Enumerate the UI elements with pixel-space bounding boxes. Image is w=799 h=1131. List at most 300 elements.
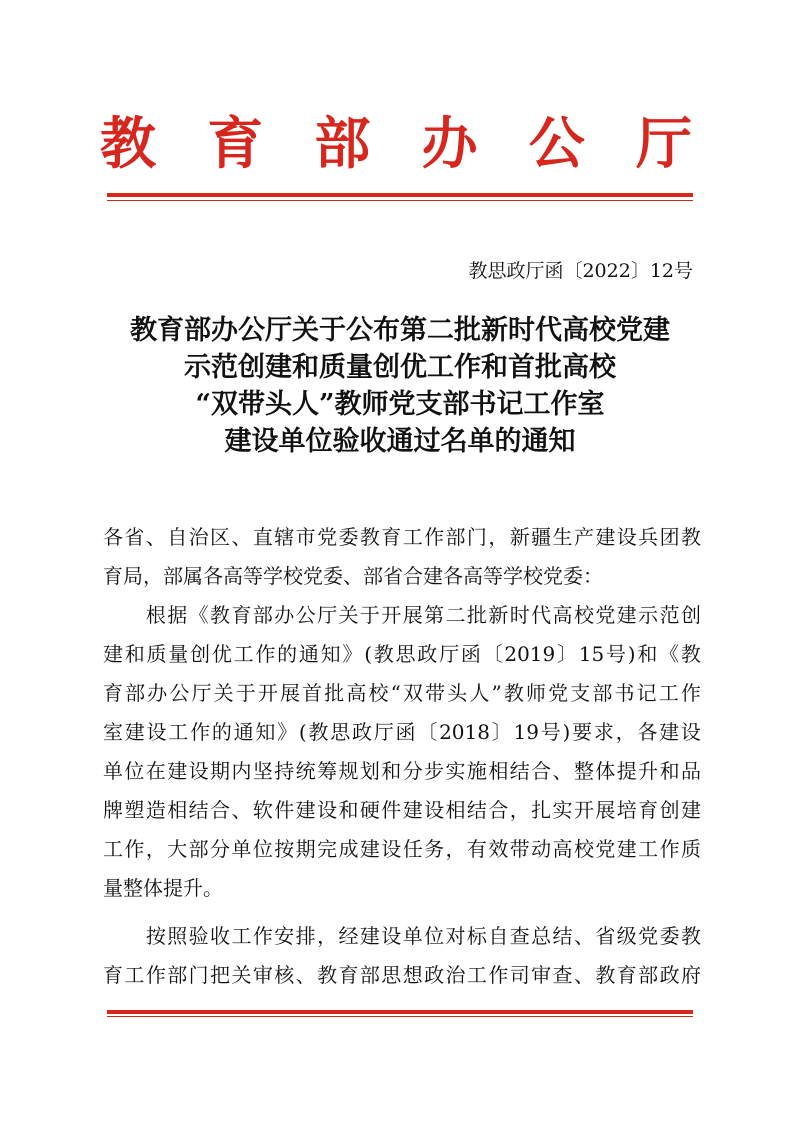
glyph: 作 xyxy=(145,963,166,987)
masthead-char: 办 xyxy=(421,111,478,177)
title-line: 教育部办公厅关于公布第二批新时代高校党建 xyxy=(130,315,670,346)
glyph: 结 xyxy=(188,798,209,822)
glyph: 和 xyxy=(637,642,658,666)
glyph: 创 xyxy=(190,642,211,666)
glyph: 件 xyxy=(381,798,402,822)
glyph: 各 xyxy=(637,720,658,744)
glyph: 室 xyxy=(103,720,123,744)
glyph: 规 xyxy=(338,759,359,783)
glyph: 、 xyxy=(552,759,573,783)
glyph: 造 xyxy=(145,798,166,822)
glyph: 辖 xyxy=(274,525,295,549)
glyph: 19 xyxy=(513,720,539,744)
document-body xyxy=(103,518,701,995)
glyph: 部 xyxy=(125,681,146,705)
glyph: 厅 xyxy=(191,681,212,705)
glyph: 工 xyxy=(233,642,254,666)
glyph: 时 xyxy=(509,603,530,627)
glyph: 新 xyxy=(488,603,509,627)
glyph: 工 xyxy=(402,525,423,549)
glyph: 排 xyxy=(295,924,316,948)
glyph: 代 xyxy=(531,603,552,627)
glyph: ， xyxy=(509,798,530,822)
glyph: 部 xyxy=(445,525,466,549)
document-title xyxy=(60,312,740,460)
glyph: 部 xyxy=(167,963,188,987)
glyph: 设 xyxy=(146,720,167,744)
glyph: 各 xyxy=(103,525,123,549)
glyph: 审 xyxy=(252,963,273,987)
glyph: 开 xyxy=(381,603,402,627)
glyph: 区 xyxy=(210,525,231,549)
glyph: 统 xyxy=(295,759,316,783)
glyph: 委 xyxy=(338,525,359,549)
glyph: 党 xyxy=(548,681,569,705)
glyph: 把 xyxy=(210,963,231,987)
glyph: 党 xyxy=(595,603,616,627)
glyph: 头 xyxy=(447,681,468,705)
glyph xyxy=(124,917,144,956)
glyph: 标 xyxy=(466,924,487,948)
glyph: 〔 xyxy=(482,642,503,666)
glyph: 高 xyxy=(552,837,573,861)
glyph: 对 xyxy=(445,924,466,948)
glyph: 升 xyxy=(638,759,659,783)
glyph: 首 xyxy=(302,681,323,705)
glyph: ， xyxy=(488,525,509,549)
glyph: 持 xyxy=(274,759,295,783)
glyph: 知 xyxy=(320,642,341,666)
glyph: 开 xyxy=(257,681,278,705)
glyph: 建 xyxy=(167,759,188,783)
glyph: 内 xyxy=(231,759,252,783)
glyph: 照 xyxy=(167,924,188,948)
glyph: 、 xyxy=(231,798,252,822)
glyph: 团 xyxy=(659,525,680,549)
glyph: 查 xyxy=(509,924,530,948)
glyph: 通 xyxy=(298,642,319,666)
glyph: ， xyxy=(615,720,636,744)
glyph: 〕 xyxy=(557,642,578,666)
glyph: 《 xyxy=(188,603,209,627)
glyph: 设 xyxy=(188,759,209,783)
body-line xyxy=(103,830,701,869)
glyph: ( xyxy=(298,720,307,744)
glyph: 教 xyxy=(210,603,231,627)
glyph: 政 xyxy=(424,963,445,987)
glyph: 公 xyxy=(295,603,316,627)
glyph: 牌 xyxy=(103,798,123,822)
glyph: 》 xyxy=(342,642,363,666)
glyph: 设 xyxy=(317,798,338,822)
glyph: 设 xyxy=(424,798,445,822)
glyph: 总 xyxy=(531,924,552,948)
glyph: 想 xyxy=(402,963,423,987)
glyph: ” xyxy=(491,681,502,705)
title-line: 建设单位验收通过名单的通知 xyxy=(224,426,576,457)
glyph: ) xyxy=(627,642,636,666)
glyph: 展 xyxy=(280,681,300,705)
glyph xyxy=(103,596,123,635)
glyph: 办 xyxy=(274,603,295,627)
glyph: 高 xyxy=(552,603,573,627)
glyph: 建 xyxy=(103,642,123,666)
glyph: 分 xyxy=(402,759,423,783)
glyph: 部 xyxy=(592,681,613,705)
masthead-char: 部 xyxy=(314,111,371,177)
masthead-char: 育 xyxy=(207,111,264,177)
glyph: 任 xyxy=(402,837,423,861)
glyph: 收 xyxy=(210,924,231,948)
glyph: 工 xyxy=(658,681,679,705)
glyph: 自 xyxy=(167,525,188,549)
glyph xyxy=(124,596,144,635)
glyph: 师 xyxy=(525,681,546,705)
glyph: 筹 xyxy=(317,759,338,783)
glyph: 育 xyxy=(103,963,123,987)
glyph: 质 xyxy=(680,837,701,861)
glyph: 治 xyxy=(188,525,209,549)
body-line xyxy=(103,635,701,674)
glyph: 党 xyxy=(638,924,659,948)
glyph: 据 xyxy=(167,603,188,627)
glyph: 作 xyxy=(424,525,445,549)
glyph: 核 xyxy=(274,963,295,987)
glyph: 疆 xyxy=(531,525,552,549)
masthead-char: 教 xyxy=(100,111,156,177)
glyph: 设 xyxy=(381,837,402,861)
glyph: 教 xyxy=(373,642,394,666)
red-divider-top-thin xyxy=(107,200,693,201)
glyph: 关 xyxy=(231,963,252,987)
body-line: 量整体提升。 xyxy=(103,876,223,900)
glyph: 提 xyxy=(616,759,637,783)
glyph: 结 xyxy=(552,924,573,948)
glyph: 开 xyxy=(573,798,594,822)
glyph: 2019 xyxy=(504,642,556,666)
glyph: 培 xyxy=(616,798,637,822)
body-line xyxy=(103,713,701,752)
glyph: 通 xyxy=(233,720,254,744)
glyph: 教 xyxy=(680,642,701,666)
glyph: 期 xyxy=(295,837,316,861)
glyph: 批 xyxy=(466,603,487,627)
glyph: 建 xyxy=(680,798,701,822)
glyph: 教 xyxy=(680,924,701,948)
glyph: 人 xyxy=(469,681,490,705)
glyph: 办 xyxy=(147,681,168,705)
glyph: 合 xyxy=(531,759,552,783)
glyph: 批 xyxy=(324,681,345,705)
glyph: 双 xyxy=(402,681,423,705)
glyph: 单 xyxy=(103,759,123,783)
glyph: 优 xyxy=(211,642,232,666)
glyph: 生 xyxy=(552,525,573,549)
glyph: 设 xyxy=(616,525,637,549)
glyph: 效 xyxy=(488,837,509,861)
glyph: 品 xyxy=(680,759,701,783)
glyph: 经 xyxy=(338,924,359,948)
glyph: 公 xyxy=(169,681,190,705)
glyph: 分 xyxy=(210,837,231,861)
glyph: 展 xyxy=(595,798,616,822)
glyph: 部 xyxy=(638,963,659,987)
glyph: 门 xyxy=(188,963,209,987)
glyph: 建 xyxy=(359,924,380,948)
glyph: 相 xyxy=(445,798,466,822)
glyph: 教 xyxy=(359,525,380,549)
body-line xyxy=(103,518,701,557)
glyph: 部 xyxy=(188,837,209,861)
glyph: ( xyxy=(364,642,372,666)
glyph: 思 xyxy=(395,642,416,666)
glyph: 思 xyxy=(381,963,402,987)
glyph: 15 xyxy=(578,642,605,666)
glyph: 、 xyxy=(231,525,252,549)
glyph: 委 xyxy=(659,924,680,948)
document-number: 教思政厅函〔2022〕12号 xyxy=(468,260,693,282)
glyph: 求 xyxy=(593,720,614,744)
glyph: 校 xyxy=(368,681,389,705)
glyph: 要 xyxy=(572,720,593,744)
glyph: 结 xyxy=(509,759,530,783)
glyph: 设 xyxy=(381,924,402,948)
glyph: 工 xyxy=(103,837,123,861)
glyph: 、 xyxy=(573,924,594,948)
glyph: 创 xyxy=(659,798,680,822)
glyph: 自 xyxy=(488,924,509,948)
glyph: 、 xyxy=(295,963,316,987)
glyph: 厅 xyxy=(439,642,460,666)
glyph: 的 xyxy=(211,720,232,744)
glyph: 兵 xyxy=(638,525,659,549)
glyph: 》 xyxy=(277,720,298,744)
red-divider-bottom-thick xyxy=(107,1010,693,1014)
glyph: 设 xyxy=(680,720,701,744)
glyph: 育 xyxy=(103,681,123,705)
glyph: 扎 xyxy=(531,798,552,822)
glyph: 坚 xyxy=(252,759,273,783)
glyph: 2018 xyxy=(439,720,490,744)
glyph: 记 xyxy=(636,681,657,705)
glyph: 动 xyxy=(531,837,552,861)
glyph: 建 xyxy=(616,603,637,627)
glyph: 位 xyxy=(124,759,145,783)
title-line: 示范创建和质量创优工作和首批高校 xyxy=(184,352,616,383)
glyph: 作 xyxy=(488,963,509,987)
glyph: 软 xyxy=(252,798,273,822)
glyph: 直 xyxy=(252,525,273,549)
glyph: 实 xyxy=(552,798,573,822)
glyph: 务 xyxy=(424,837,445,861)
glyph: 相 xyxy=(167,798,188,822)
glyph: 于 xyxy=(359,603,380,627)
body-line: 育局，部属各高等学校党委、部省合建各高等学校党委： xyxy=(103,564,603,588)
glyph: 〕 xyxy=(491,720,512,744)
glyph: 教 xyxy=(595,963,616,987)
glyph: 相 xyxy=(488,759,509,783)
glyph: 单 xyxy=(231,837,252,861)
body-line xyxy=(103,791,701,830)
glyph: 位 xyxy=(252,837,273,861)
glyph: 关 xyxy=(213,681,234,705)
glyph: 查 xyxy=(552,963,573,987)
glyph: 部 xyxy=(359,963,380,987)
glyph: 质 xyxy=(146,642,167,666)
glyph: ， xyxy=(317,924,338,948)
glyph: 司 xyxy=(509,963,530,987)
glyph: 和 xyxy=(338,798,359,822)
body-line xyxy=(103,956,701,995)
glyph: 关 xyxy=(338,603,359,627)
glyph: 工 xyxy=(466,963,487,987)
glyph: 建 xyxy=(295,798,316,822)
glyph: 二 xyxy=(445,603,466,627)
glyph: “ xyxy=(390,681,401,705)
glyph: 完 xyxy=(317,837,338,861)
glyph: 《 xyxy=(659,642,680,666)
glyph: 的 xyxy=(277,642,298,666)
glyph: 厅 xyxy=(317,603,338,627)
glyph: 根 xyxy=(145,603,166,627)
glyph: 结 xyxy=(466,798,487,822)
glyph: 范 xyxy=(659,603,680,627)
glyph: 工 xyxy=(231,924,252,948)
glyph: 合 xyxy=(488,798,509,822)
glyph: 按 xyxy=(274,837,295,861)
glyph: 作 xyxy=(124,837,145,861)
glyph: 整 xyxy=(573,759,594,783)
glyph: 教 xyxy=(308,720,329,744)
glyph: 函 xyxy=(395,720,416,744)
paragraph-gap xyxy=(103,908,701,917)
glyph: 育 xyxy=(638,798,659,822)
glyph: 支 xyxy=(570,681,591,705)
masthead-char: 厅 xyxy=(635,111,692,177)
glyph: 期 xyxy=(210,759,231,783)
glyph: 校 xyxy=(573,603,594,627)
glyph: 工 xyxy=(124,963,145,987)
glyph: 治 xyxy=(445,963,466,987)
body-line xyxy=(103,674,701,713)
glyph: 展 xyxy=(402,603,423,627)
body-line xyxy=(103,596,701,635)
glyph: 育 xyxy=(231,603,252,627)
glyph: 硬 xyxy=(359,798,380,822)
glyph: 〔 xyxy=(417,720,438,744)
glyph: ， xyxy=(445,837,466,861)
glyph: 位 xyxy=(424,924,445,948)
glyph: 创 xyxy=(680,603,701,627)
glyph: 育 xyxy=(616,963,637,987)
glyph: ， xyxy=(145,837,166,861)
glyph: 党 xyxy=(317,525,338,549)
glyph: 塑 xyxy=(124,798,145,822)
red-divider-top-thick xyxy=(107,193,693,197)
glyph: 在 xyxy=(145,759,166,783)
glyph: 建 xyxy=(359,837,380,861)
glyph: 省 xyxy=(124,525,145,549)
glyph: 教 xyxy=(503,681,524,705)
glyph: 工 xyxy=(168,720,189,744)
glyph: 政 xyxy=(659,963,680,987)
masthead-char: 公 xyxy=(528,111,585,177)
glyph: 建 xyxy=(659,720,680,744)
glyph: 育 xyxy=(338,963,359,987)
glyph: 施 xyxy=(466,759,487,783)
body-line xyxy=(103,917,701,956)
glyph: 量 xyxy=(168,642,189,666)
glyph: 育 xyxy=(381,525,402,549)
glyph: 成 xyxy=(338,837,359,861)
glyph: 函 xyxy=(460,642,481,666)
glyph: 和 xyxy=(659,759,680,783)
glyph: 按 xyxy=(145,924,166,948)
glyph: 步 xyxy=(424,759,445,783)
title-line: “双带头人”教师党支部书记工作室 xyxy=(195,389,605,420)
glyph: 第 xyxy=(424,603,445,627)
glyph: 带 xyxy=(509,837,530,861)
glyph: 于 xyxy=(235,681,256,705)
glyph: 作 xyxy=(680,681,701,705)
glyph: 作 xyxy=(252,924,273,948)
body-line xyxy=(103,752,701,791)
glyph: 单 xyxy=(402,924,423,948)
glyph: 建 xyxy=(616,837,637,861)
glyph: 作 xyxy=(659,837,680,861)
glyph: 有 xyxy=(466,837,487,861)
glyph: 实 xyxy=(445,759,466,783)
glyph: 带 xyxy=(425,681,446,705)
glyph: 体 xyxy=(595,759,616,783)
glyph: 合 xyxy=(210,798,231,822)
glyph: 厅 xyxy=(373,720,394,744)
glyph: 划 xyxy=(359,759,380,783)
glyph xyxy=(103,917,123,956)
glyph: 示 xyxy=(638,603,659,627)
glyph: 书 xyxy=(614,681,635,705)
glyph: 产 xyxy=(573,525,594,549)
glyph: 号 xyxy=(540,720,561,744)
red-divider-bottom-thin xyxy=(107,1016,693,1017)
glyph: ) xyxy=(562,720,571,744)
glyph: 验 xyxy=(188,924,209,948)
glyph: 教 xyxy=(680,525,701,549)
glyph: 和 xyxy=(381,759,402,783)
glyph: 和 xyxy=(124,642,145,666)
glyph: 教 xyxy=(317,963,338,987)
glyph: 府 xyxy=(680,963,701,987)
glyph: 、 xyxy=(145,525,166,549)
glyph: 工 xyxy=(638,837,659,861)
glyph: 大 xyxy=(167,837,188,861)
glyph: 部 xyxy=(252,603,273,627)
glyph: 级 xyxy=(616,924,637,948)
glyph: 建 xyxy=(402,798,423,822)
glyph: 件 xyxy=(274,798,295,822)
glyph: 建 xyxy=(595,525,616,549)
glyph: 新 xyxy=(509,525,530,549)
glyph: 作 xyxy=(255,642,276,666)
glyph: 思 xyxy=(330,720,351,744)
glyph: 党 xyxy=(595,837,616,861)
glyph: 审 xyxy=(531,963,552,987)
glyph: 知 xyxy=(255,720,276,744)
glyph: 政 xyxy=(352,720,372,744)
glyph: 校 xyxy=(573,837,594,861)
glyph: 号 xyxy=(606,642,627,666)
masthead-issuer xyxy=(100,108,692,180)
